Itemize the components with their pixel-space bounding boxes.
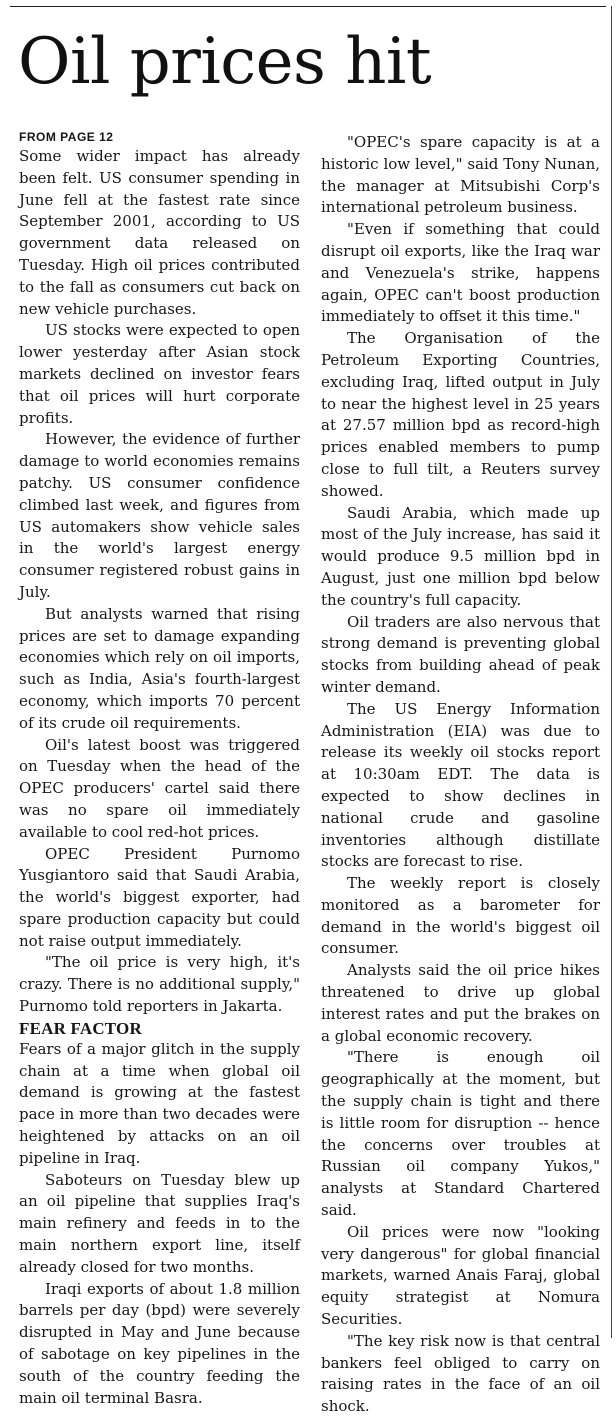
paragraph: Iraqi exports of about 1.8 million barrels per day (bpd) were severely disrupted in May and June because of sabotage on key pipelines in the south of the country feeding the main oil terminal Basra.	[19, 1279, 300, 1407]
paragraph: "Even if something that could disrupt oil exports, like the Iraq war and Venezuela's strike, happens again, OPEC can't boost production immediately to offset it this time."	[321, 220, 600, 326]
paragraph: The weekly report is closely monitored as a barometer for demand in the world's biggest oil consumer.	[321, 874, 600, 958]
paragraph: Saboteurs on Tuesday blew up an oil pipeline that supplies Iraq's main refinery and feeds in to the main northern export line, itself already closed for two months.	[19, 1170, 300, 1276]
paragraph: Fears of a major glitch in the supply chain at a time when global oil demand is growing at the fastest pace in more than two decades were heightened by attacks on an oil pipeline in Iraq.	[19, 1039, 300, 1167]
subhead: FEAR FACTOR	[19, 1018, 142, 1038]
paragraph: OPEC President Purnomo Yusgiantoro said that Saudi Arabia, the world's biggest exporter, had spare production capacity but could not raise output immediately.	[19, 844, 300, 950]
paragraph: "There is enough oil geographically at the moment, but the supply chain is tight and there is little room for disruption -- hence the concerns over troubles at Russian oil company Yukos," analysts at Standard Chartered said.	[321, 1048, 600, 1220]
paragraph: Some wider impact has already been felt. US consumer spending in June fell at the fastest rate since September 2001, according to US government data released on Tuesday. High oil prices contributed to the fall as consumers cut back on new vehicle purchases.	[19, 147, 300, 318]
paragraph: Oil prices were now "looking very dangerous" for global financial markets, warned Anais Faraj, global equity strategist at Nomura Securities.	[321, 1222, 600, 1329]
right-rule	[611, 6, 612, 1338]
paragraph: "The key risk now is that central bankers feel obliged to carry on raising rates in the face of an oil shock.	[321, 1331, 600, 1416]
paragraph: "The oil price is very high, it's crazy. There is no additional supply," Purnomo told reporters in Jakarta.	[19, 953, 300, 1016]
paragraph: But analysts warned that rising prices are set to damage expanding economies which rely on oil imports, such as India, Asia's fourth-largest economy, which imports 70 percent of its crude oil requirements.	[19, 604, 300, 732]
paragraph: Oil traders are also nervous that strong demand is preventing global stocks from building ahead of peak winter demand.	[321, 612, 600, 696]
paragraph: The Organisation of the Petroleum Exporting Countries, excluding Iraq, lifted output in July to near the highest level in 25 years at 27.57 million bpd as record-high prices enabled members to pump close to full tilt, a Reuters survey showed.	[321, 329, 600, 500]
paragraph: "OPEC's spare capacity is at a historic low level," said Tony Nunan, the manager at Mitsubishi Corp's international petroleum business.	[321, 133, 600, 217]
paragraph: Oil's latest boost was triggered on Tuesday when the head of the OPEC producers' cartel said there was no spare oil immediately available to cool red-hot prices.	[19, 735, 300, 841]
paragraph: Saudi Arabia, which made up most of the July increase, has said it would produce 9.5 million bpd in August, just one million bpd below the country's full capacity.	[321, 503, 600, 609]
left-column	[19, 128, 300, 1409]
headline: Oil prices hit	[18, 25, 432, 99]
paragraph: However, the evidence of further damage to world economies remains patchy. US consumer confidence climbed last week, and figures from US automakers show vehicle sales in the world's largest energy consumer registered robust gains in July.	[19, 430, 300, 601]
top-rule	[10, 6, 606, 7]
kicker: FROM PAGE 12	[19, 130, 114, 144]
paragraph: The US Energy Information Administration (EIA) was due to release its weekly oil stocks report at 10:30am EDT. The data is expected to show declines in national crude and gasoline inventories although distillate stocks are forecast to rise.	[321, 699, 600, 871]
paragraph: US stocks were expected to open lower yesterday after Asian stock markets declined on investor fears that oil prices will hurt corporate profits.	[19, 321, 300, 427]
paragraph: Analysts said the oil price hikes threatened to drive up global interest rates and put the brakes on a global economic recovery.	[321, 961, 600, 1045]
right-column	[321, 132, 600, 1418]
